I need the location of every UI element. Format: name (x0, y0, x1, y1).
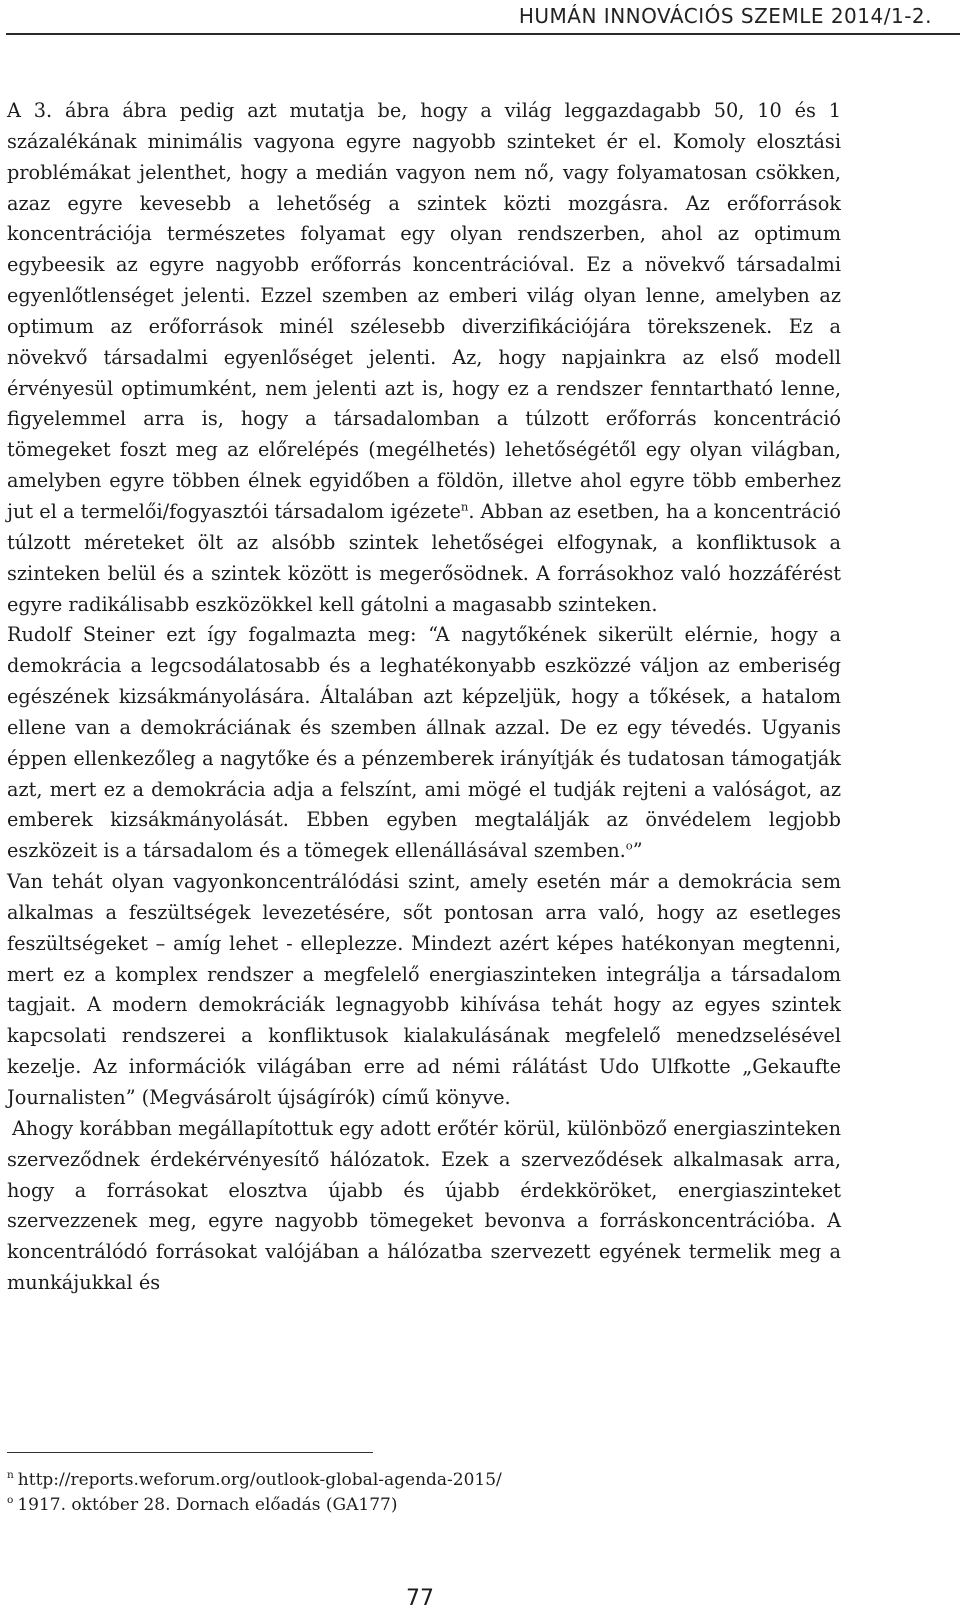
paragraph (7, 96, 841, 620)
paragraph-text: Ahogy korábban megállapítottuk egy adott erőtér körül, különböző energiaszinteken szerveződnek érdekérvényesítő hálózatok. Ezek a szerveződések alkalmasak arra, hogy a forrásokat elosztva újabb és újabb érdekköröket, energiaszinteket szervezzenek meg, egyre nagyobb tömegeket bevonva a forráskoncentrációba. A koncentrálódó forrásokat valójában a hálózatba szervezett egyének termelik meg a munkájukkal és (7, 1116, 841, 1295)
running-header: HUMÁN INNOVÁCIÓS SZEMLE 2014/1-2. (518, 4, 932, 28)
footnote-n (7, 1468, 502, 1493)
paragraph (7, 867, 841, 1114)
footnote-mark: o (7, 1494, 14, 1507)
footnote-reference: o (625, 838, 633, 853)
paragraph-text: . Abban az esetben, ha a koncentráció túlzott méreteket ölt az alsóbb szintek lehetőségei elfogynak, a konfliktusok a szinteken belül és a szintek között is megerősödnek. A forrásokhoz való hozzáférést egyre radikálisabb eszközökkel kell gátolni a magasabb szinteken. (7, 499, 841, 616)
footnote-o (7, 1493, 502, 1518)
article-body (7, 96, 841, 1299)
paragraph (7, 1114, 841, 1299)
paragraph (7, 620, 841, 867)
footnotes (7, 1468, 502, 1518)
footnote-reference: n (460, 499, 469, 514)
footnote-text: http://reports.weforum.org/outlook-global-agenda-2015/ (17, 1470, 502, 1490)
paragraph-text: ” (632, 839, 643, 863)
page-number: 77 (406, 1586, 434, 1611)
paragraph-text: Rudolf Steiner ezt így fogalmazta meg: “A nagytőkének sikerült elérnie, hogy a demokrácia a legcsodálatosabb és a leghatékonyabb eszközzé váljon az emberiség egészének kizsákmányolására. Általában azt képzeljük, hogy a tőkések, a hatalom ellene van a demokráciának és szemben állnak azzal. De ez egy tévedés. Ugyanis éppen ellenkezőleg a nagytőke és a pénzemberek irányítják és tudatosan támogatják azt, mert ez a demokrácia adja a felszínt, ami mögé el tudják rejteni a valóságot, az emberek kizsákmányolását. Ebben egyben megtalálják az önvédelem legjobb eszközeit is a társadalom és a tömegek ellenállásával szemben. (7, 623, 841, 863)
footnote-text: 1917. október 28. Dornach előadás (GA177) (17, 1495, 398, 1515)
paragraph-text: A 3. ábra ábra pedig azt mutatja be, hogy a világ leggazdagabb 50, 10 és 1 százalékának minimális vagyona egyre nagyobb szinteket ér el. Komoly elosztási problémákat jelenthet, hogy a medián vagyon nem nő, vagy folyamatosan csökken, azaz egyre kevesebb a lehetőség a szintek közti mozgásra. Az erőforrások koncentrációja természetes folyamat egy olyan rendszerben, ahol az optimum egybeesik az egyre nagyobb erőforrás koncentrációval. Ez a növekvő társadalmi egyenlőtlenséget jelenti. Ezzel szemben az emberi világ olyan lenne, amelyben az optimum az erőforrások minél szélesebb diverzifikációjára törekszenek. Ez a növekvő társadalmi egyenlőséget jelenti. Az, hogy napjainkra az első modell érvényesül optimumként, nem jelenti azt is, hogy ez a rendszer fenntartható lenne, figyelemmel arra is, hogy a társadalomban a túlzott erőforrás koncentráció tömegeket foszt meg az előrelépés (megélhetés) lehetőségétől egy olyan világban, amelyben egyre többen élnek egyidőben a földön, illetve ahol egyre több emberhez jut el a termelői/fogyasztói társadalom igézete (7, 99, 841, 523)
header-rule (6, 33, 960, 35)
paragraph-text: Van tehát olyan vagyonkoncentrálódási szint, amely esetén már a demokrácia sem alkalmas a feszültségek levezetésére, sőt pontosan arra való, hogy az esetleges feszültségeket – amíg lehet - elleplezze. Mindezt azért képes hatékonyan megtenni, mert ez a komplex rendszer a megfelelő energiaszinteken integrálja a társadalom tagjait. A modern demokráciák legnagyobb kihívása tehát hogy az egyes szintek kapcsolati rendszerei a konfliktusok kialakulásának megfelelő menedzselésével kezelje. Az információk világában erre ad némi rálátást Udo Ulfkotte „Gekaufte Journalisten” (Megvásárolt újságírók) című könyve. (7, 870, 841, 1109)
footnote-mark: n (7, 1469, 14, 1482)
footnote-separator (7, 1452, 373, 1453)
